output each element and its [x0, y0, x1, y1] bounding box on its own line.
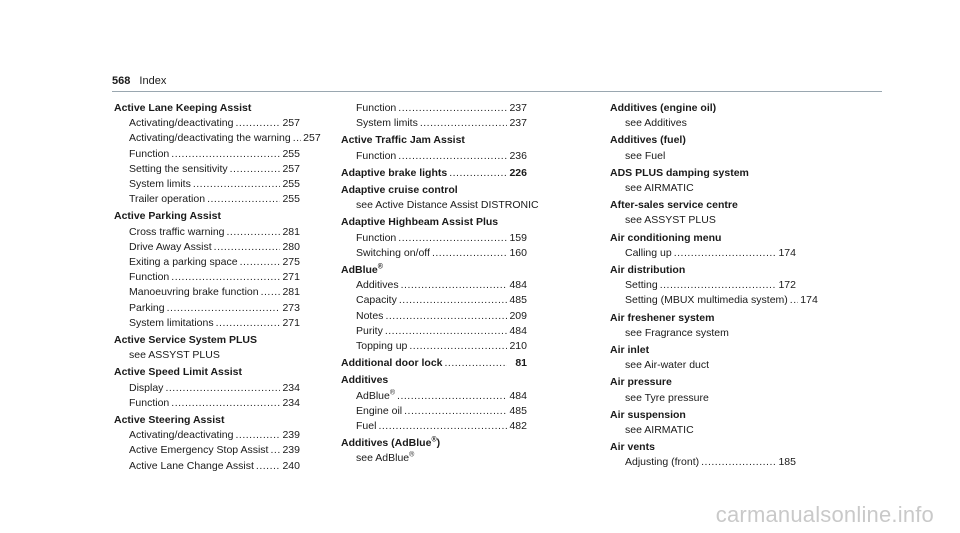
heading-text: Air freshener system	[610, 311, 715, 324]
index-entry	[341, 263, 527, 354]
dot-leader	[790, 293, 798, 308]
subentry-text	[356, 246, 430, 261]
registered-mark: ®	[377, 263, 383, 271]
heading-text: Additives (fuel)	[610, 134, 686, 147]
subentry-label: Active Lane Change Assist	[129, 459, 254, 472]
index-heading	[114, 333, 300, 348]
subentry-label: Trailer operation	[129, 193, 206, 206]
index-heading	[610, 343, 796, 358]
see-text: see Fragrance system	[625, 326, 729, 339]
see-reference[interactable]	[114, 348, 300, 363]
page-number: 568	[112, 75, 131, 87]
subentry-label: Function	[356, 149, 397, 162]
subentry-text	[356, 419, 376, 434]
index-column-2	[341, 101, 539, 469]
index-entry	[114, 333, 300, 363]
dot-leader	[165, 381, 280, 396]
dot-leader	[701, 455, 776, 470]
subentry-text	[129, 225, 225, 240]
index-subentry[interactable]	[341, 404, 527, 419]
subentry-label: System limits	[129, 178, 191, 191]
index-heading	[610, 101, 796, 116]
header-rule	[112, 91, 882, 92]
subentry-label: Cross traffic warning	[129, 225, 225, 238]
index-subentry[interactable]	[341, 419, 527, 434]
index-subentry[interactable]	[114, 162, 300, 177]
registered-mark: ®	[409, 451, 415, 459]
subentry-label: Calling up	[625, 246, 672, 259]
page-ref[interactable]: 160	[509, 246, 527, 259]
see-text: see AIRMATIC	[625, 182, 694, 195]
heading-text: Air suspension	[610, 408, 686, 421]
subentry-label: Capacity	[356, 294, 397, 307]
dot-leader	[216, 316, 280, 331]
section-label: Index	[139, 75, 167, 87]
heading-text: Additives	[341, 374, 389, 387]
see-text: see AIRMATIC	[625, 424, 694, 437]
subentry-text	[129, 301, 165, 316]
subentry-label: Topping up	[356, 340, 408, 353]
page-ref[interactable]: 484	[509, 279, 527, 292]
see-text: see Air-water duct	[625, 359, 710, 372]
page-ref[interactable]: 174	[778, 246, 796, 259]
dot-leader	[171, 270, 280, 285]
subentry-text	[129, 177, 191, 192]
see-text: see Tyre pressure	[625, 391, 709, 404]
dot-leader	[171, 147, 280, 162]
index-subentry[interactable]	[114, 443, 300, 458]
index-subentry[interactable]	[610, 455, 796, 470]
heading-text: Additional door lock	[341, 357, 443, 370]
index-subentry[interactable]	[610, 293, 818, 308]
subentry-text	[356, 149, 396, 164]
index-heading	[114, 413, 300, 428]
dot-leader	[409, 339, 507, 354]
page-ref[interactable]: 209	[509, 309, 527, 322]
subentry-text	[129, 147, 169, 162]
see-reference[interactable]	[610, 213, 796, 228]
page-ref[interactable]: 234	[282, 396, 300, 409]
see-text: see Additives	[625, 117, 687, 130]
index-subentry[interactable]	[341, 278, 527, 293]
index-heading	[610, 311, 796, 326]
subentry-label: AdBlue	[356, 389, 390, 402]
subentry-text	[356, 231, 396, 246]
index-subentry[interactable]	[114, 177, 300, 192]
page-ref[interactable]: 281	[282, 286, 300, 299]
dot-leader	[401, 278, 507, 293]
index-subentry[interactable]	[341, 231, 527, 246]
subentry-label: Additives	[356, 279, 399, 292]
index-heading	[610, 231, 796, 246]
dot-leader	[167, 301, 280, 316]
page-ref[interactable]: 210	[509, 340, 527, 353]
heading-text: Active Traffic Jam Assist	[341, 134, 465, 147]
subentry-text	[356, 309, 383, 324]
page-header	[112, 74, 166, 88]
index-subentry[interactable]	[114, 396, 300, 411]
dot-leader	[445, 356, 508, 371]
see-reference[interactable]	[610, 423, 796, 438]
index-entry	[610, 166, 796, 196]
heading-text: Air distribution	[610, 264, 686, 277]
index-heading	[610, 408, 796, 423]
subentry-text	[356, 278, 399, 293]
heading-text: Adaptive cruise control	[341, 184, 458, 197]
page-ref[interactable]: 484	[509, 324, 527, 337]
index-entry	[610, 375, 796, 405]
heading-text: Adaptive brake lights	[341, 166, 448, 179]
index-entry	[341, 133, 527, 163]
registered-mark: ®	[431, 436, 437, 444]
dot-leader	[660, 278, 776, 293]
index-subentry[interactable]	[114, 255, 300, 270]
subentry-text	[356, 101, 396, 116]
subentry-label: Function	[356, 102, 397, 114]
index-subentry[interactable]	[114, 270, 300, 285]
page-ref[interactable]: 482	[509, 420, 527, 433]
see-text: see ASSYST PLUS	[625, 214, 716, 227]
page-ref[interactable]: 257	[303, 132, 321, 145]
index-subentry[interactable]	[610, 278, 796, 293]
dot-leader	[235, 428, 280, 443]
subentry-label: Adjusting (front)	[625, 456, 700, 469]
index-entry	[114, 365, 300, 411]
index-subentry[interactable]	[114, 131, 321, 146]
index-subentry[interactable]	[341, 389, 527, 404]
subentry-text	[129, 131, 291, 146]
index-column-3	[610, 101, 818, 473]
dot-leader	[385, 309, 507, 324]
subentry-label: Active Emergency Stop Assist	[129, 444, 269, 457]
page-ref[interactable]: 237	[509, 102, 527, 114]
page-ref[interactable]: 485	[509, 404, 527, 417]
index-entry	[341, 373, 527, 434]
index-subentry[interactable]	[114, 225, 300, 240]
index-entry	[341, 436, 527, 466]
index-entry	[610, 343, 796, 373]
subentry-label: Parking	[129, 301, 165, 314]
page-ref[interactable]: 255	[282, 178, 300, 191]
dot-leader	[397, 389, 507, 404]
index-entry	[114, 413, 300, 474]
index-entry	[114, 101, 321, 207]
index-heading	[341, 166, 527, 181]
subentry-text	[625, 293, 788, 308]
page-ref[interactable]: 239	[282, 444, 300, 457]
index-subentry[interactable]	[114, 301, 300, 316]
subentry-text	[129, 381, 163, 396]
index-entry	[341, 356, 527, 371]
page-ref[interactable]: 236	[509, 149, 527, 162]
page-ref[interactable]: 257	[282, 117, 300, 130]
dot-leader	[227, 225, 280, 240]
subentry-text	[356, 324, 383, 339]
subentry-text	[129, 443, 268, 458]
index-heading	[114, 101, 300, 116]
index-heading	[341, 436, 527, 451]
index-heading	[341, 263, 527, 278]
page-ref[interactable]: 255	[282, 147, 300, 160]
subentry-text	[129, 396, 169, 411]
dot-leader	[420, 116, 507, 131]
subentry-text	[356, 116, 418, 131]
index-heading	[610, 263, 796, 278]
dot-leader	[293, 131, 301, 146]
page-ref[interactable]: 273	[282, 301, 300, 314]
index-heading	[341, 356, 527, 371]
page-ref[interactable]: 275	[282, 256, 300, 269]
page-ref[interactable]: 280	[282, 240, 300, 253]
index-entry	[610, 101, 796, 131]
index-subentry[interactable]	[341, 324, 527, 339]
see-reference[interactable]	[610, 181, 796, 196]
index-heading	[114, 365, 300, 380]
index-entry	[610, 133, 796, 163]
dot-leader	[674, 246, 776, 261]
page-ref[interactable]: 255	[282, 193, 300, 206]
dot-leader	[432, 246, 507, 261]
dot-leader	[256, 459, 280, 474]
subentry-text	[129, 192, 205, 207]
see-reference[interactable]	[610, 326, 796, 341]
dot-leader	[240, 255, 280, 270]
index-entry	[610, 198, 796, 228]
subentry-label: Notes	[356, 309, 384, 322]
see-reference[interactable]	[341, 451, 527, 466]
dot-leader	[214, 240, 280, 255]
dot-leader	[207, 192, 280, 207]
subentry-label: Drive Away Assist	[129, 240, 212, 253]
index-subentry[interactable]	[341, 149, 527, 164]
subentry-label: System limits	[356, 117, 418, 130]
heading-text: ADS PLUS damping system	[610, 166, 749, 179]
page-ref[interactable]: 271	[282, 316, 300, 329]
see-reference[interactable]	[610, 358, 796, 373]
index-subentry[interactable]	[114, 316, 300, 331]
subentry-text	[129, 428, 233, 443]
index-subentry[interactable]	[114, 459, 300, 474]
index-subentry[interactable]	[114, 116, 300, 131]
index-subentry[interactable]	[610, 246, 796, 261]
heading-text: Active Parking Assist	[114, 210, 221, 223]
dot-leader	[449, 166, 507, 181]
index-entry	[114, 209, 300, 331]
subentry-label: Setting the sensitivity	[129, 162, 228, 175]
index-subentry[interactable]	[341, 339, 527, 354]
subentry-text	[129, 255, 238, 270]
page-ref[interactable]: 257	[282, 162, 300, 175]
index-entry	[610, 440, 796, 470]
page-ref[interactable]: 172	[778, 279, 796, 292]
heading-text: Additives (AdBlue	[341, 437, 432, 450]
index-heading	[114, 209, 300, 224]
subentry-label: Function	[129, 271, 170, 284]
subentry-label: Fuel	[356, 420, 377, 433]
dot-leader	[230, 162, 280, 177]
index-heading	[610, 133, 796, 148]
index-heading	[610, 375, 796, 390]
see-text: see AdBlue	[356, 452, 410, 465]
index-heading	[341, 133, 527, 148]
heading-text: Active Steering Assist	[114, 414, 225, 427]
heading-text: Active Speed Limit Assist	[114, 366, 242, 379]
dot-leader	[270, 443, 280, 458]
index-entry	[610, 263, 818, 309]
subentry-label: Activating/deactivating	[129, 117, 234, 130]
see-reference[interactable]	[610, 149, 796, 164]
subentry-text	[625, 278, 658, 293]
subentry-label: Exiting a parking space	[129, 256, 238, 269]
index-subentry[interactable]	[341, 309, 527, 324]
page-ref[interactable]: 485	[509, 294, 527, 307]
subentry-text	[129, 285, 259, 300]
subentry-text	[129, 162, 228, 177]
dot-leader	[378, 419, 507, 434]
subentry-text	[129, 459, 254, 474]
index-entry	[341, 101, 527, 131]
subentry-label: Manoeuvring brake function	[129, 286, 259, 299]
subentry-label: Function	[129, 147, 170, 160]
page-ref[interactable]: 226	[509, 166, 527, 179]
subentry-text	[129, 240, 212, 255]
subentry-text	[356, 293, 397, 308]
index-entry	[341, 166, 527, 181]
index-subentry[interactable]	[114, 285, 300, 300]
subentry-label: Setting	[625, 279, 658, 292]
heading-text: Air pressure	[610, 376, 672, 389]
heading-text: After-sales service centre	[610, 199, 738, 212]
index-subentry[interactable]	[114, 428, 300, 443]
index-entry	[610, 408, 796, 438]
index-entry	[610, 231, 796, 261]
index-subentry[interactable]	[341, 116, 527, 131]
index-heading	[610, 198, 796, 213]
heading-text: Additives (engine oil)	[610, 102, 717, 114]
page-ref[interactable]: 174	[800, 294, 818, 307]
heading-text: Active Service System PLUS	[114, 334, 257, 347]
subentry-label: Function	[129, 396, 170, 409]
watermark: carmanualsonline.info	[715, 502, 934, 527]
see-reference[interactable]	[341, 198, 539, 213]
see-text: see ASSYST PLUS	[129, 349, 220, 362]
index-entry	[341, 215, 527, 261]
index-heading	[610, 440, 796, 455]
dot-leader	[193, 177, 280, 192]
subentry-label: System limitations	[129, 316, 214, 329]
page-ref[interactable]: 237	[509, 117, 527, 130]
index-subentry[interactable]	[114, 192, 300, 207]
page-ref[interactable]: 281	[282, 225, 300, 238]
subentry-text	[356, 339, 407, 354]
subentry-label: Function	[356, 231, 397, 244]
see-text: see Fuel	[625, 149, 666, 162]
heading-text: Air inlet	[610, 344, 650, 357]
index-subentry[interactable]	[341, 101, 527, 116]
subentry-text	[129, 270, 169, 285]
page-ref[interactable]: 271	[282, 271, 300, 284]
heading-text: Active Lane Keeping Assist	[114, 102, 252, 114]
index-subentry[interactable]	[114, 147, 300, 162]
index-subentry[interactable]	[114, 240, 300, 255]
page-ref[interactable]: 240	[282, 459, 300, 472]
see-reference[interactable]	[610, 116, 796, 131]
see-text: see Active Distance Assist DISTRONIC	[356, 199, 539, 212]
index-column-1	[114, 101, 321, 476]
registered-mark: ®	[389, 389, 396, 397]
subentry-text	[625, 246, 672, 261]
page-ref[interactable]: 185	[778, 456, 796, 469]
page-ref[interactable]: 81	[515, 357, 527, 370]
heading-text: AdBlue	[341, 264, 378, 277]
subentry-text	[625, 455, 699, 470]
heading-text: Adaptive Highbeam Assist Plus	[341, 216, 499, 229]
page-ref[interactable]: 239	[282, 429, 300, 442]
subentry-text	[129, 316, 214, 331]
index-heading	[341, 373, 527, 388]
page-ref[interactable]: 234	[282, 381, 300, 394]
heading-text: Air conditioning menu	[610, 231, 722, 244]
index-subentry[interactable]	[341, 293, 527, 308]
subentry-text	[356, 389, 395, 404]
dot-leader	[398, 149, 507, 164]
dot-leader	[385, 324, 507, 339]
dot-leader	[235, 116, 280, 131]
subentry-label: Setting (MBUX multimedia system)	[625, 294, 788, 307]
subentry-label: Purity	[356, 324, 383, 337]
index-heading	[341, 215, 527, 230]
subentry-label: Activating/deactivating the warning	[129, 132, 291, 145]
dot-leader	[261, 285, 280, 300]
heading-tail: )	[436, 437, 441, 450]
see-reference[interactable]	[610, 391, 796, 406]
dot-leader	[404, 404, 507, 419]
subentry-label: Activating/deactivating	[129, 429, 234, 442]
page-ref[interactable]: 159	[509, 231, 527, 244]
subentry-text	[356, 404, 402, 419]
dot-leader	[398, 231, 507, 246]
heading-text: Air vents	[610, 441, 655, 454]
subentry-label: Display	[129, 381, 164, 394]
dot-leader	[399, 293, 507, 308]
subentry-text	[129, 116, 233, 131]
index-entry	[610, 311, 796, 341]
subentry-label: Switching on/off	[356, 246, 430, 259]
index-heading	[610, 166, 796, 181]
subentry-label: Engine oil	[356, 404, 403, 417]
index-heading	[341, 183, 527, 198]
index-entry	[341, 183, 539, 213]
index-subentry[interactable]	[114, 381, 300, 396]
index-subentry[interactable]	[341, 246, 527, 261]
dot-leader	[171, 396, 280, 411]
dot-leader	[398, 101, 507, 116]
page-ref[interactable]: 484	[509, 389, 527, 402]
